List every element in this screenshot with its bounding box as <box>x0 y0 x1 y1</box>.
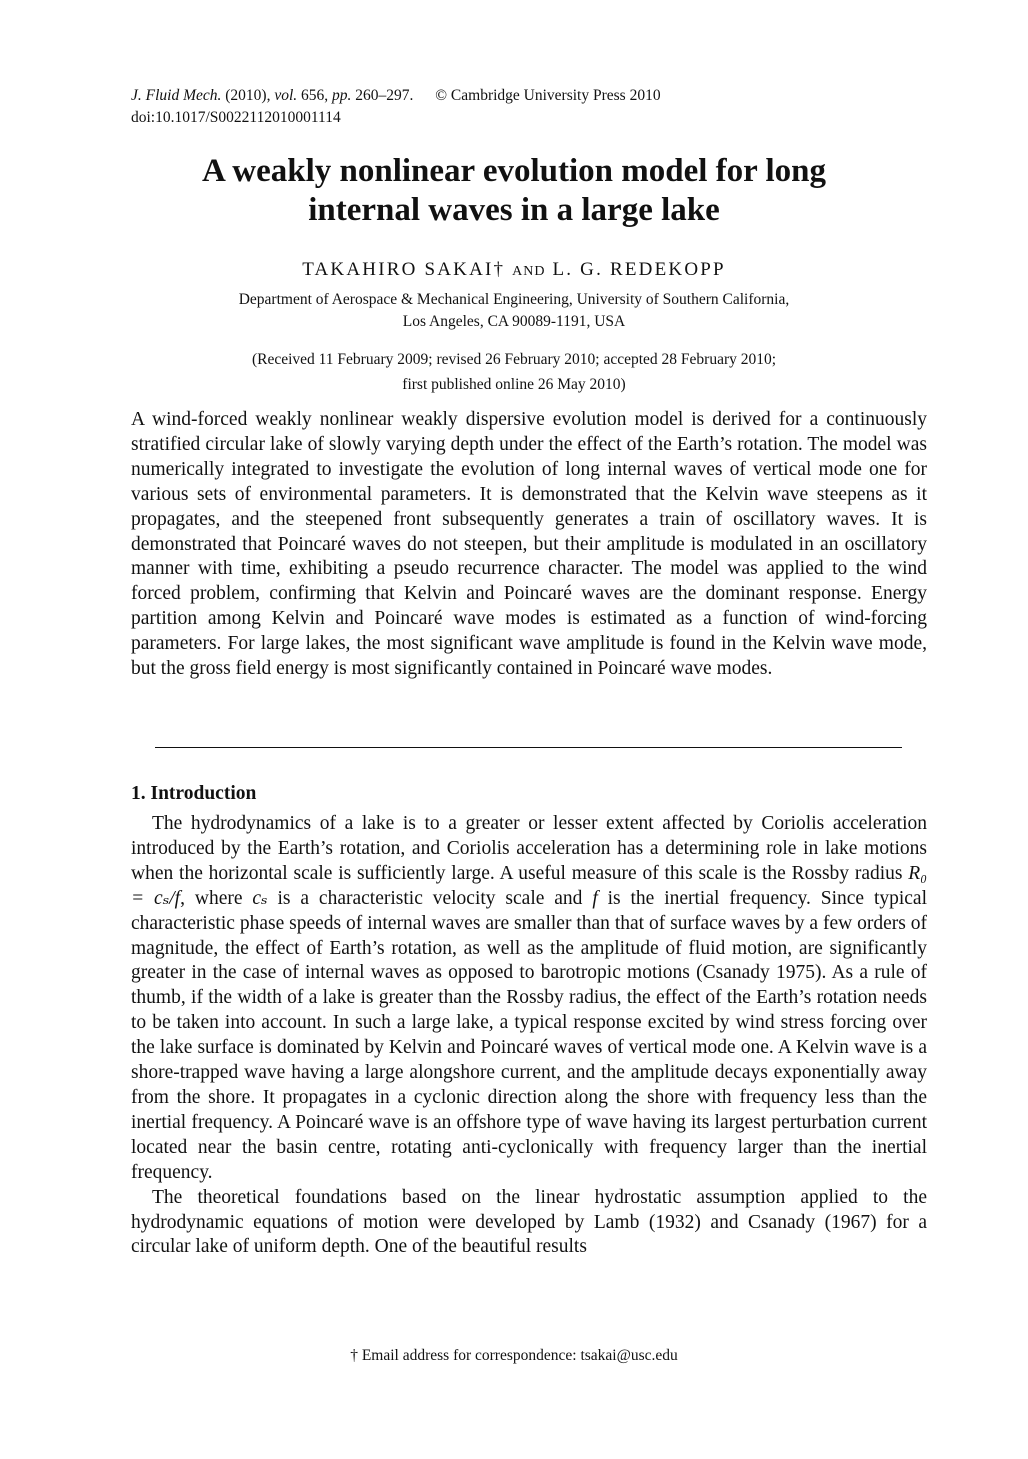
paragraph-1-text-c: is a characteristic velocity scale and <box>267 887 593 909</box>
doi: doi:10.1017/S0022112010001114 <box>131 109 341 126</box>
affiliation <box>100 289 928 333</box>
abstract-divider <box>155 747 902 748</box>
section-heading: 1. Introduction <box>131 783 257 804</box>
affiliation-line-1: Department of Aerospace & Mechanical Engineering, University of Southern California, <box>238 291 790 308</box>
paragraph-1 <box>131 812 927 1186</box>
copyright-notice: © Cambridge University Press 2010 <box>435 87 661 104</box>
paragraph-2: The theoretical foundations based on the linear hydrostatic assumption applied to the hydrodynamic equations of motion were developed by Lamb (1932) and Csanady (1967) for a circular lake of uniform depth. One of the beautiful results <box>131 1186 927 1258</box>
pages-value: 260–297. <box>355 87 414 104</box>
paper-title <box>100 152 928 230</box>
author-2: L. G. REDEKOPP <box>552 259 726 280</box>
title-line-1: A weakly nonlinear evolution model for long <box>201 153 826 189</box>
affiliation-line-2: Los Angeles, CA 90089-1191, USA <box>402 313 626 330</box>
volume-label: vol. <box>274 87 298 104</box>
paragraph-1-text-b: , where <box>180 887 253 909</box>
journal-year: (2010), <box>225 87 271 104</box>
paragraph-1-text-d: is the inertial frequency. Since typical characteristic phase speeds of internal waves are smaller than that of surface waves by a few orders of magnitude, the effect of Earth’s rotation, as well as the amplitude of fluid motion, are significantly greater in the case of internal waves as opposed to barotropic motions (Csanady 1975). As a rule of thumb, if the width of a lake is greater than the Rossby radius, the effect of the Earth’s rotation needs to be taken into account. In such a large lake, a typical response excited by wind stress forcing over the lake surface is dominated by Kelvin and Poincaré waves of vertical mode one. A Kelvin wave is a shore-trapped wave having a large alongshore current, and the amplitude decays exponentially away from the shore. It propagates in a cyclonic direction along the shore with frequency less than the inertial frequency. A Poincaré wave is an offshore type of wave having its largest perturbation current located near the basin centre, rotating anti-cyclonically with frequency larger than the inertial frequency. <box>131 887 928 1183</box>
author-list <box>100 256 928 286</box>
title-line-2: internal waves in a large lake <box>308 192 720 228</box>
correspondence-footnote: † Email address for correspondence: tsakai@usc.edu <box>350 1347 678 1364</box>
frequency-symbol: f <box>592 887 598 909</box>
author-1: TAKAHIRO SAKAI† <box>302 259 506 280</box>
abstract: A wind-forced weakly nonlinear weakly dispersive evolution model is derived for a continuously stratified circular lake of slowly varying depth under the effect of the Earth’s rotation. The model was numerically integrated to investigate the evolution of long internal waves of vertical mode one for various sets of environmental parameters. It is demonstrated that the Kelvin wave steepens as it propagates, and the steepened front subsequently generates a train of oscillatory waves. It is demonstrated that Poincaré waves do not steepen, but their amplitude is modulated in an oscillatory manner with time, exhibiting a pseudo recurrence character. The model was applied to the wind forced problem, confirming that Kelvin and Poincaré waves are the dominant response. Energy partition among Kelvin and Poincaré wave modes is estimated as a function of wind-forcing parameters. For large lakes, the most significant wave amplitude is found in the Kelvin wave mode, but the gross field energy is most significantly contained in Poincaré wave modes. <box>131 409 927 680</box>
author-conjunction: AND <box>512 264 546 279</box>
received-dates <box>100 347 928 397</box>
pages-label: pp. <box>332 87 352 104</box>
received-line-2: first published online 26 May 2010) <box>402 376 626 393</box>
paragraph-1-text-a: The hydrodynamics of a lake is to a greater or lesser extent affected by Coriolis acceleration introduced by the Earth’s rotation, and Coriolis acceleration has a determining role in lake motions when the horizontal scale is sufficiently large. A useful measure of this scale is the Rossby radius <box>131 813 927 884</box>
journal-citation <box>131 85 661 107</box>
introduction-body <box>131 812 927 1260</box>
rossby-radius-formula: R₀ = cₛ/f <box>131 862 927 909</box>
volume-value: 656, <box>301 87 329 104</box>
received-line-1: (Received 11 February 2009; revised 26 February 2010; accepted 28 February 2010; <box>251 351 777 368</box>
journal-name: J. Fluid Mech. <box>131 87 222 104</box>
velocity-symbol: cₛ <box>252 887 268 909</box>
